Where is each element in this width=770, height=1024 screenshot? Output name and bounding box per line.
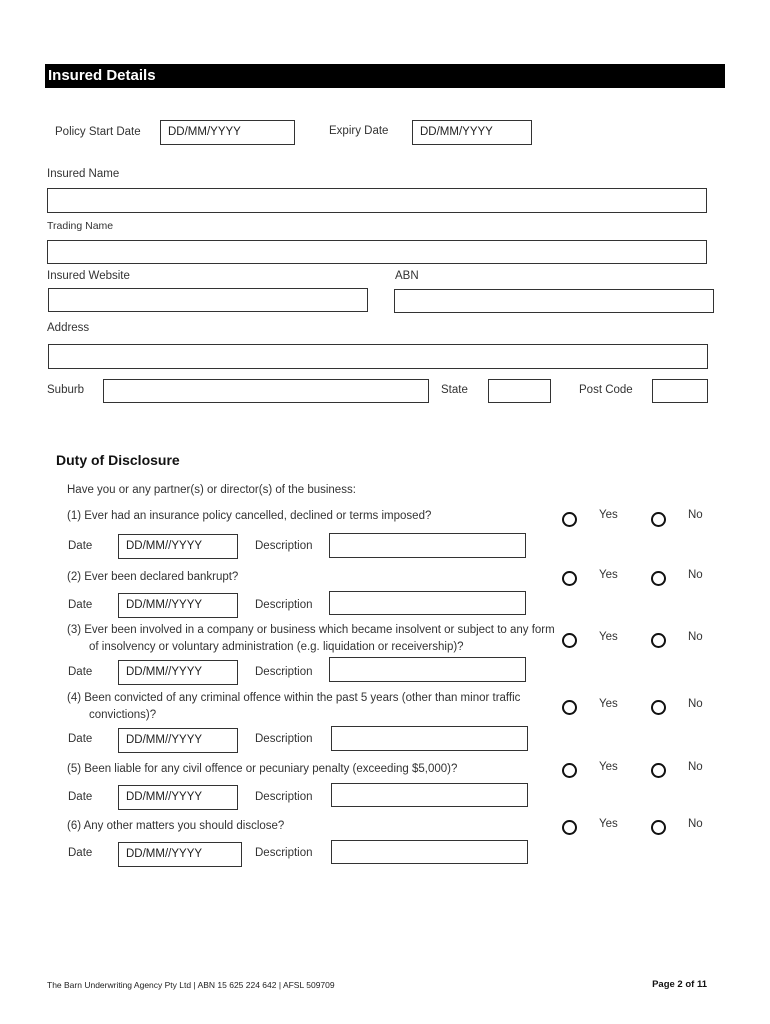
question-3-no-label: No xyxy=(688,631,703,643)
question-1-no-radio[interactable] xyxy=(651,512,666,527)
question-3-yes-radio[interactable] xyxy=(562,633,577,648)
question-4-yes-label: Yes xyxy=(599,698,618,710)
address-label: Address xyxy=(47,322,90,334)
expiry-date-input[interactable]: DD/MM/YYYY xyxy=(412,120,532,145)
question-5-yes-radio[interactable] xyxy=(562,763,577,778)
question-4-date-label: Date xyxy=(68,733,93,745)
question-5-description-input[interactable] xyxy=(331,783,528,807)
suburb-label: Suburb xyxy=(47,384,85,396)
question-6-yes-label: Yes xyxy=(599,818,618,830)
question-5-no-label: No xyxy=(688,761,703,773)
question-6-no-radio[interactable] xyxy=(651,820,666,835)
question-3-yes-label: Yes xyxy=(599,631,618,643)
question-2-text: (2) Ever been declared bankrupt? xyxy=(67,571,239,583)
section-header-bar xyxy=(45,64,725,88)
address-input[interactable] xyxy=(48,344,708,369)
question-3-date-label: Date xyxy=(68,666,93,678)
question-6-description-label: Description xyxy=(255,847,313,859)
insured-name-input[interactable] xyxy=(47,188,707,213)
question-5-description-label: Description xyxy=(255,791,313,803)
page-number: Page 2 of 11 xyxy=(652,979,707,990)
question-5-date-input[interactable]: DD/MM//YYYY xyxy=(118,785,238,810)
question-2-yes-radio[interactable] xyxy=(562,571,577,586)
state-input[interactable] xyxy=(488,379,551,403)
question-6-no-label: No xyxy=(688,818,703,830)
question-2-date-label: Date xyxy=(68,599,93,611)
question-4-text: (4) Been convicted of any criminal offence within the past 5 years (other than minor traffic convictions)? xyxy=(67,692,521,721)
question-2-no-label: No xyxy=(688,569,703,581)
section-title: Insured Details xyxy=(48,67,156,84)
post-code-label: Post Code xyxy=(579,384,633,396)
question-1-date-input[interactable]: DD/MM//YYYY xyxy=(118,534,238,559)
question-5-text: (5) Been liable for any civil offence or pecuniary penalty (exceeding $5,000)? xyxy=(67,763,458,775)
question-6-yes-radio[interactable] xyxy=(562,820,577,835)
question-1-description-label: Description xyxy=(255,540,313,552)
question-4-date-input[interactable]: DD/MM//YYYY xyxy=(118,728,238,753)
insured-website-input[interactable] xyxy=(48,288,368,312)
question-3-no-radio[interactable] xyxy=(651,633,666,648)
policy-start-date-input[interactable]: DD/MM/YYYY xyxy=(160,120,295,145)
question-1-description-input[interactable] xyxy=(329,533,526,558)
disclosure-intro: Have you or any partner(s) or director(s) of the business: xyxy=(67,484,356,496)
question-5-date-label: Date xyxy=(68,791,93,803)
question-1-date-label: Date xyxy=(68,540,93,552)
question-4-no-label: No xyxy=(688,698,703,710)
question-2-description-label: Description xyxy=(255,599,313,611)
suburb-input[interactable] xyxy=(103,379,429,403)
question-4-description-label: Description xyxy=(255,733,313,745)
trading-name-input[interactable] xyxy=(47,240,707,264)
question-6-text: (6) Any other matters you should disclose? xyxy=(67,820,285,832)
question-2-yes-label: Yes xyxy=(599,569,618,581)
abn-label: ABN xyxy=(395,270,419,282)
question-2-no-radio[interactable] xyxy=(651,571,666,586)
policy-start-label: Policy Start Date xyxy=(55,126,141,138)
footer-company-info: The Barn Underwriting Agency Pty Ltd | ABN 15 625 224 642 | AFSL 509709 xyxy=(47,980,335,990)
question-1-yes-label: Yes xyxy=(599,509,618,521)
insured-website-label: Insured Website xyxy=(47,270,130,282)
expiry-date-label: Expiry Date xyxy=(329,125,389,137)
question-4-no-radio[interactable] xyxy=(651,700,666,715)
trading-name-label: Trading Name xyxy=(47,220,114,232)
post-code-input[interactable] xyxy=(652,379,708,403)
question-2-date-input[interactable]: DD/MM//YYYY xyxy=(118,593,238,618)
question-5-yes-label: Yes xyxy=(599,761,618,773)
question-1-text: (1) Ever had an insurance policy cancelled, declined or terms imposed? xyxy=(67,510,432,522)
question-3-description-input[interactable] xyxy=(329,657,526,682)
question-6-description-input[interactable] xyxy=(331,840,528,864)
question-3-description-label: Description xyxy=(255,666,313,678)
question-6-date-label: Date xyxy=(68,847,93,859)
question-1-no-label: No xyxy=(688,509,703,521)
question-5-no-radio[interactable] xyxy=(651,763,666,778)
question-3-date-input[interactable]: DD/MM//YYYY xyxy=(118,660,238,685)
question-2-description-input[interactable] xyxy=(329,591,526,615)
question-3-text: (3) Ever been involved in a company or business which became insolvent or subject to any form of insolvency or voluntary administration (e.g. liquidation or receivership)? xyxy=(67,624,555,653)
disclosure-title: Duty of Disclosure xyxy=(56,452,180,468)
state-label: State xyxy=(441,384,468,396)
question-6-date-input[interactable]: DD/MM//YYYY xyxy=(118,842,242,867)
question-1-yes-radio[interactable] xyxy=(562,512,577,527)
abn-input[interactable] xyxy=(394,289,714,313)
question-4-description-input[interactable] xyxy=(331,726,528,751)
insured-name-label: Insured Name xyxy=(47,168,120,180)
question-4-yes-radio[interactable] xyxy=(562,700,577,715)
